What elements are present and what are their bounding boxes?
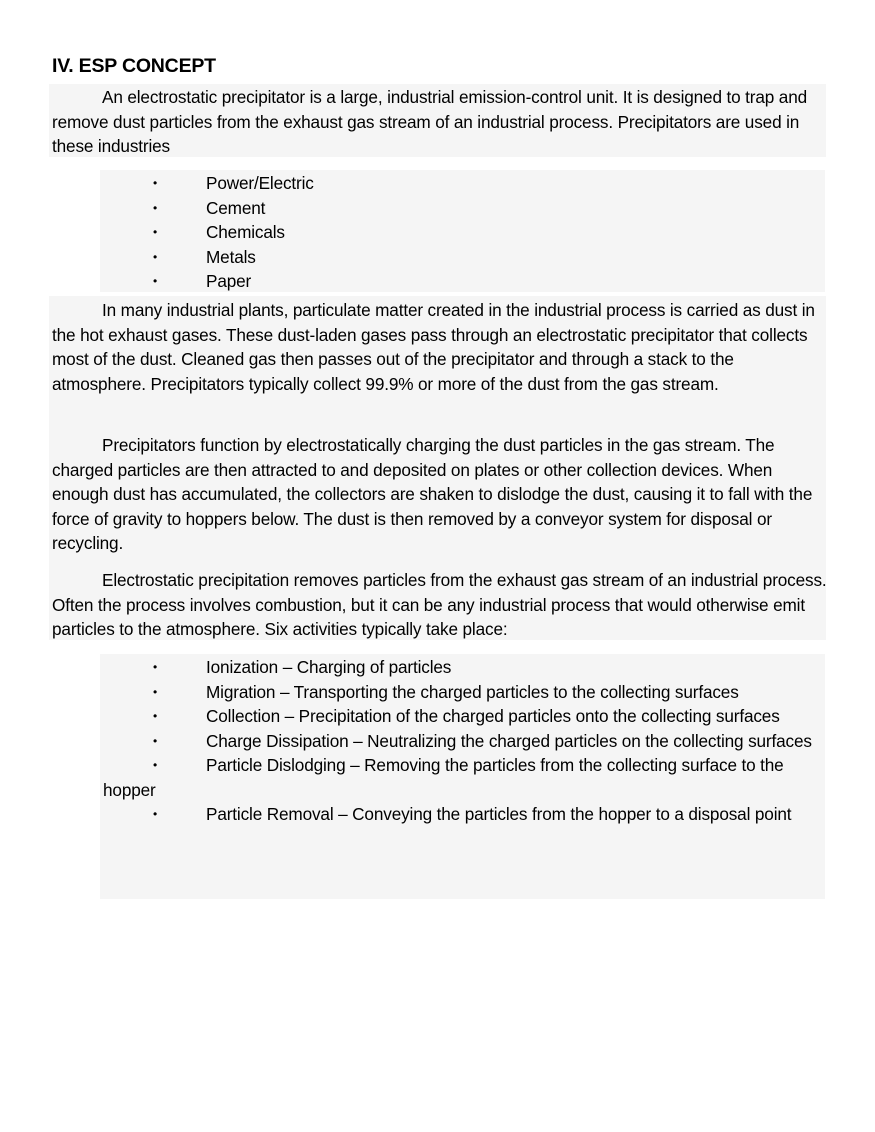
bullet-icon: • <box>153 684 158 699</box>
list-item-text: Collection – Precipitation of the charged particles onto the collecting surfaces <box>206 706 780 726</box>
list-item <box>103 245 825 270</box>
list-item <box>103 729 825 754</box>
bullet-icon: • <box>153 225 158 239</box>
bullet-icon: • <box>153 200 158 215</box>
activities-intro-paragraph: Electrostatic precipitation removes particles from the exhaust gas stream of an industrial process. Often the process involves combustion, but it can be any industrial process that would otherwise emit particles to the atmosphere. Six activities typically take place: <box>52 570 827 639</box>
list-item-text: Power/Electric <box>206 173 314 193</box>
intro-paragraph: An electrostatic precipitator is a large, industrial emission-control unit. It is designed to trap and remove dust particles from the exhaust gas stream of an industrial process. Precipitators are used in these industries <box>52 87 808 156</box>
bullet-icon: • <box>153 274 158 288</box>
activities-list <box>103 655 825 827</box>
list-item-text: Particle Removal – Conveying the particles from the hopper to a disposal point <box>206 804 792 824</box>
list-item <box>103 680 825 705</box>
bullet-icon: • <box>153 709 158 723</box>
list-item-text: Metals <box>206 246 256 267</box>
bullet-icon: • <box>153 176 158 190</box>
list-item <box>103 753 825 802</box>
list-item-text: Ionization – Charging of particles <box>206 657 452 677</box>
list-item <box>103 655 825 680</box>
list-item <box>103 704 825 729</box>
dust-collection-paragraph: In many industrial plants, particulate matter created in the industrial process is carried as dust in the hot exhaust gases. These dust-laden gases pass through an electrostatic precipitator that collects most of the dust. Cleaned gas then passes out of the precipitator and through a stack to the atmosphere. Precipitators typically collect 99.9% or more of the dust from the gas stream. <box>52 300 815 394</box>
list-item <box>103 802 825 827</box>
list-item-text: Particle Dislodging – Removing the particles from the collecting surface to the hopper <box>103 755 784 800</box>
list-item <box>103 220 825 245</box>
list-item-text: Chemicals <box>206 222 285 242</box>
list-item-text: Cement <box>206 197 266 218</box>
bullet-icon: • <box>153 758 158 772</box>
list-item <box>103 269 825 294</box>
list-item-text: Paper <box>206 271 252 291</box>
charging-paragraph: Precipitators function by electrostatically charging the dust particles in the gas stream. The charged particles are then attracted to and deposited on plates or other collection devices. When enough dust has accumulated, the collectors are shaken to dislodge the dust, causing it to fall with the force of gravity to hoppers below. The dust is then removed by a conveyor system for disposal or recycling. <box>52 435 813 553</box>
bullet-icon: • <box>153 660 158 674</box>
list-item <box>103 196 825 221</box>
list-item-text: Charge Dissipation – Neutralizing the charged particles on the collecting surfaces <box>206 730 812 751</box>
bullet-icon: • <box>153 249 158 264</box>
list-item-text: Migration – Transporting the charged particles to the collecting surfaces <box>206 681 739 702</box>
bullet-icon: • <box>153 807 158 821</box>
bullet-icon: • <box>153 733 158 748</box>
industries-list <box>103 171 825 294</box>
section-title: IV. ESP CONCEPT <box>52 55 216 77</box>
list-item <box>103 171 825 196</box>
